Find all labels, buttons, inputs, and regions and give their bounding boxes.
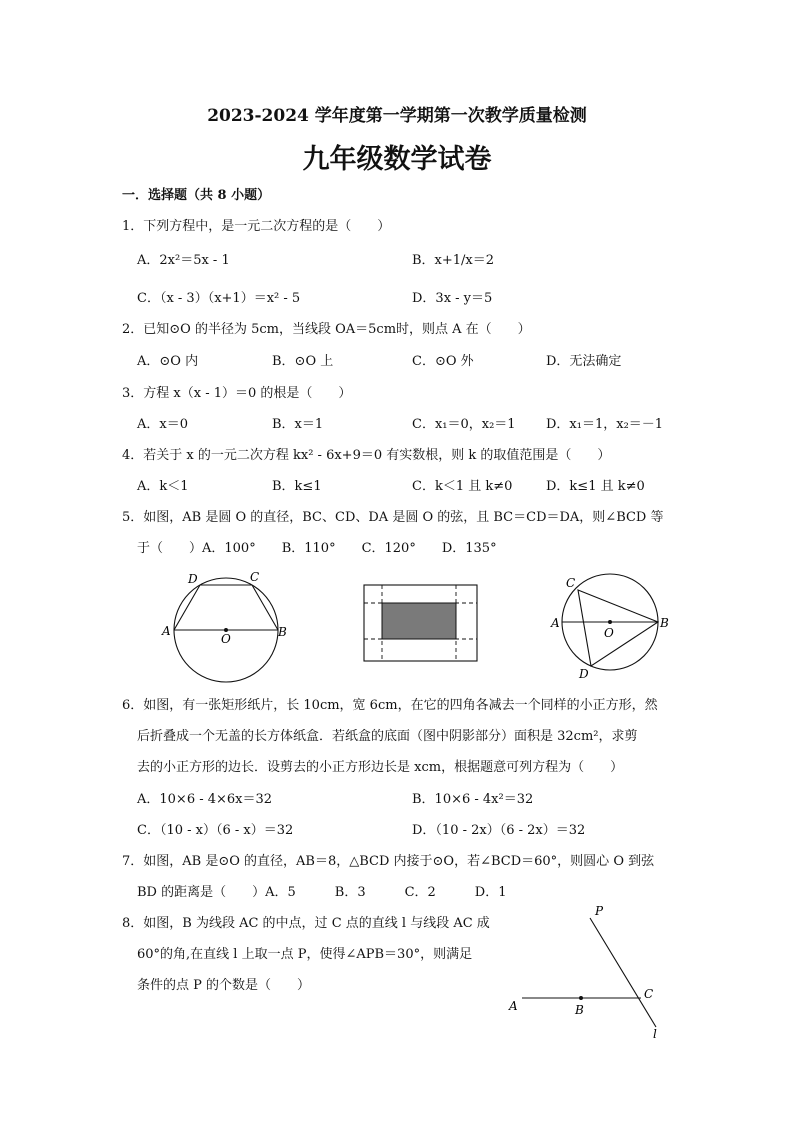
q1-option-a: A．2x²＝5x - 1 xyxy=(137,253,230,268)
q4-option-d: D．k≤1 且 k≠0 xyxy=(546,479,645,494)
q6-stem-line3: 去的小正方形的边长．设剪去的小正方形边长是 xcm，根据题意可列方程为（ ） xyxy=(137,760,624,775)
fig3-label-d: D xyxy=(579,667,589,681)
q8-stem-line3: 条件的点 P 的个数是（ ） xyxy=(137,978,311,993)
q4-option-c: C．k＜1 且 k≠0 xyxy=(412,479,513,494)
q3-option-b: B．x＝1 xyxy=(272,417,324,432)
q2-option-b: B．⊙O 上 xyxy=(272,354,334,369)
q2-option-d: D．无法确定 xyxy=(546,354,622,369)
q2-stem: 2．已知⊙O 的半径为 5cm，当线段 OA＝5cm时，则点 A 在（ ） xyxy=(122,322,531,337)
q1-option-d: D．3x - y＝5 xyxy=(412,291,493,306)
figure-circle-trapezoid xyxy=(155,565,300,683)
fig4-label-b: B xyxy=(575,1003,584,1017)
q2-option-c: C．⊙O 外 xyxy=(412,354,474,369)
exam-header-title: 2023-2024 学年度第一学期第一次教学质量检测 xyxy=(207,106,587,126)
section-heading-choice: 一．选择题（共 8 小题） xyxy=(122,188,271,203)
fig3-label-c: C xyxy=(566,576,576,590)
fig4-label-c: C xyxy=(644,987,654,1001)
figure-paper-box xyxy=(362,583,480,663)
q6-stem-line2: 后折叠成一个无盖的长方体纸盒．若纸盒的底面（图中阴影部分）面积是 32cm²，求剪 xyxy=(137,729,638,744)
figure-line-angle xyxy=(500,900,670,1042)
fig3-label-a: A xyxy=(551,616,560,630)
q6-option-c: C．（10 - x）（6 - x）＝32 xyxy=(137,823,294,838)
q5-stem-line1: 5．如图，AB 是圆 O 的直径，BC、CD、DA 是圆 O 的弦，且 BC＝CD＝DA，则∠BCD 等 xyxy=(122,510,664,525)
q5-stem-line2: 于（ ）A．100° B．110° C．120° D．135° xyxy=(137,541,497,556)
q8-stem-line2: 60°的角,在直线 l 上取一点 P，使得∠APB＝30°，则满足 xyxy=(137,947,473,962)
fig4-label-p: P xyxy=(595,904,604,918)
q2-option-a: A．⊙O 内 xyxy=(137,354,199,369)
q3-option-c: C．x₁＝0，x₂＝1 xyxy=(412,417,516,432)
fig1-label-c: C xyxy=(250,570,260,584)
q3-option-d: D．x₁＝1，x₂＝－1 xyxy=(546,417,664,432)
figure-circle-triangle xyxy=(545,570,675,682)
q6-option-a: A．10×6 - 4×6x＝32 xyxy=(137,792,273,807)
q7-stem-line1: 7．如图，AB 是⊙O 的直径，AB＝8，△BCD 内接于⊙O，若∠BCD＝60°，则圆心 O 到弦 xyxy=(122,854,655,869)
q7-stem-line2: BD 的距离是（ ）A．5 B．3 C．2 D．1 xyxy=(137,885,507,900)
fig1-label-a: A xyxy=(162,624,171,638)
fig3-label-o: O xyxy=(604,626,614,640)
q6-option-d: D．（10 - 2x）（6 - 2x）＝32 xyxy=(412,823,586,838)
q6-stem-line1: 6．如图，有一张矩形纸片，长 10cm，宽 6cm，在它的四角各减去一个同样的小正方形，然 xyxy=(122,698,658,713)
q4-option-b: B．k≤1 xyxy=(272,479,322,494)
fig1-label-b: B xyxy=(278,625,287,639)
fig4-label-l: l xyxy=(653,1027,657,1041)
q3-option-a: A．x＝0 xyxy=(137,417,188,432)
fig1-label-o: O xyxy=(221,632,231,646)
q3-stem: 3．方程 x（x - 1）＝0 的根是（ ） xyxy=(122,386,352,401)
q4-stem: 4．若关于 x 的一元二次方程 kx² - 6x+9＝0 有实数根，则 k 的取值范围是（ ） xyxy=(122,448,611,463)
fig1-label-d: D xyxy=(188,572,198,586)
exam-title: 九年级数学试卷 xyxy=(302,144,492,175)
q1-stem: 1．下列方程中，是一元二次方程的是（ ） xyxy=(122,219,391,234)
fig3-label-b: B xyxy=(660,616,669,630)
fig4-label-a: A xyxy=(509,999,518,1013)
q1-option-c: C．（x - 3）（x+1）＝x² - 5 xyxy=(137,291,301,306)
q6-option-b: B．10×6 - 4x²＝32 xyxy=(412,792,534,807)
q4-option-a: A．k＜1 xyxy=(137,479,189,494)
q1-option-b: B．x+1/x＝2 xyxy=(412,253,495,268)
q8-stem-line1: 8．如图，B 为线段 AC 的中点，过 C 点的直线 l 与线段 AC 成 xyxy=(122,916,490,931)
